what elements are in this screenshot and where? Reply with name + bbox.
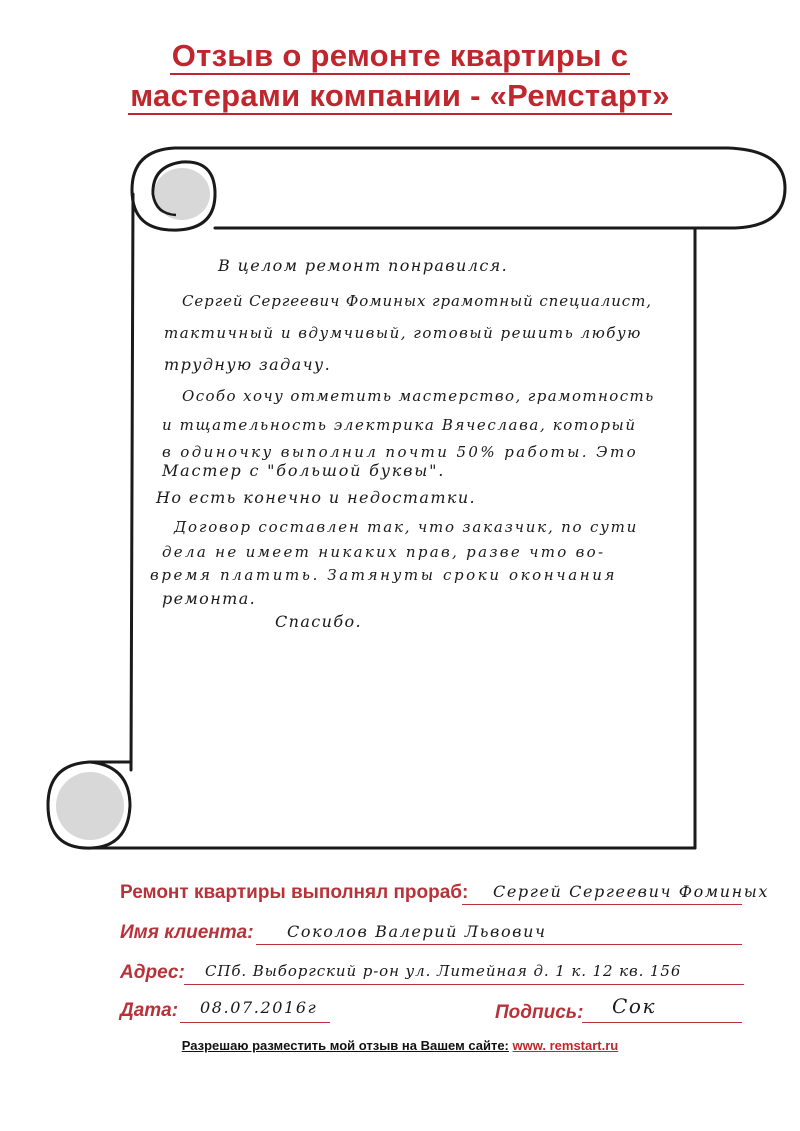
address-underline [184,984,744,985]
permission-text: Разрешаю разместить мой отзыв на Вашем сайте: [181,1038,509,1053]
review-line: ремонта. [162,589,257,608]
title-line-2: мастерами компании - «Ремстарт» [130,78,670,113]
title-line-1: Отзыв о ремонте квартиры с [171,38,629,73]
date-label: Дата: [120,1000,179,1021]
date-underline [180,1022,330,1023]
address-label: Адрес: [120,962,185,983]
review-line: Мастер с "большой буквы". [162,461,446,480]
permission-statement [0,1038,800,1053]
review-line: Сергей Сергеевич Фоминых грамотный специалист, [182,292,652,310]
review-line: Особо хочу отметить мастерство, грамотность [182,387,655,405]
foreman-value: Сергей Сергеевич Фоминых [493,882,770,901]
review-line: Договор составлен так, что заказчик, по сути [174,518,639,536]
client-value: Соколов Валерий Львович [287,922,547,941]
date-value: 08.07.2016г [200,998,318,1017]
review-line: В целом ремонт понравился. [218,256,509,275]
review-line: дела не имеет никаких прав, разве что во- [162,543,606,561]
site-link[interactable]: www. remstart.ru [512,1038,619,1053]
signature-label: Подпись: [495,1002,584,1023]
review-line: и тщательность электрика Вячеслава, который [162,416,637,434]
review-line: трудную задачу. [164,355,332,374]
signature-underline [582,1022,742,1023]
signature-value: Сок [612,994,657,1018]
review-line: тактичный и вдумчивый, готовый решить любую [164,324,642,342]
client-underline [256,944,742,945]
foreman-underline [462,904,742,905]
client-label: Имя клиента: [120,922,254,943]
review-line: время платить. Затянуты сроки окончания [150,566,618,584]
foreman-label: Ремонт квартиры выполнял прораб: [120,882,469,903]
review-line: Но есть конечно и недостатки. [156,488,477,507]
address-value: СПб. Выборгский р-он ул. Литейная д. 1 к. 12 кв. 156 [205,962,682,980]
review-line: в одиночку выполнил почти 50% работы. Это [162,443,639,461]
review-closing: Спасибо. [275,612,363,631]
